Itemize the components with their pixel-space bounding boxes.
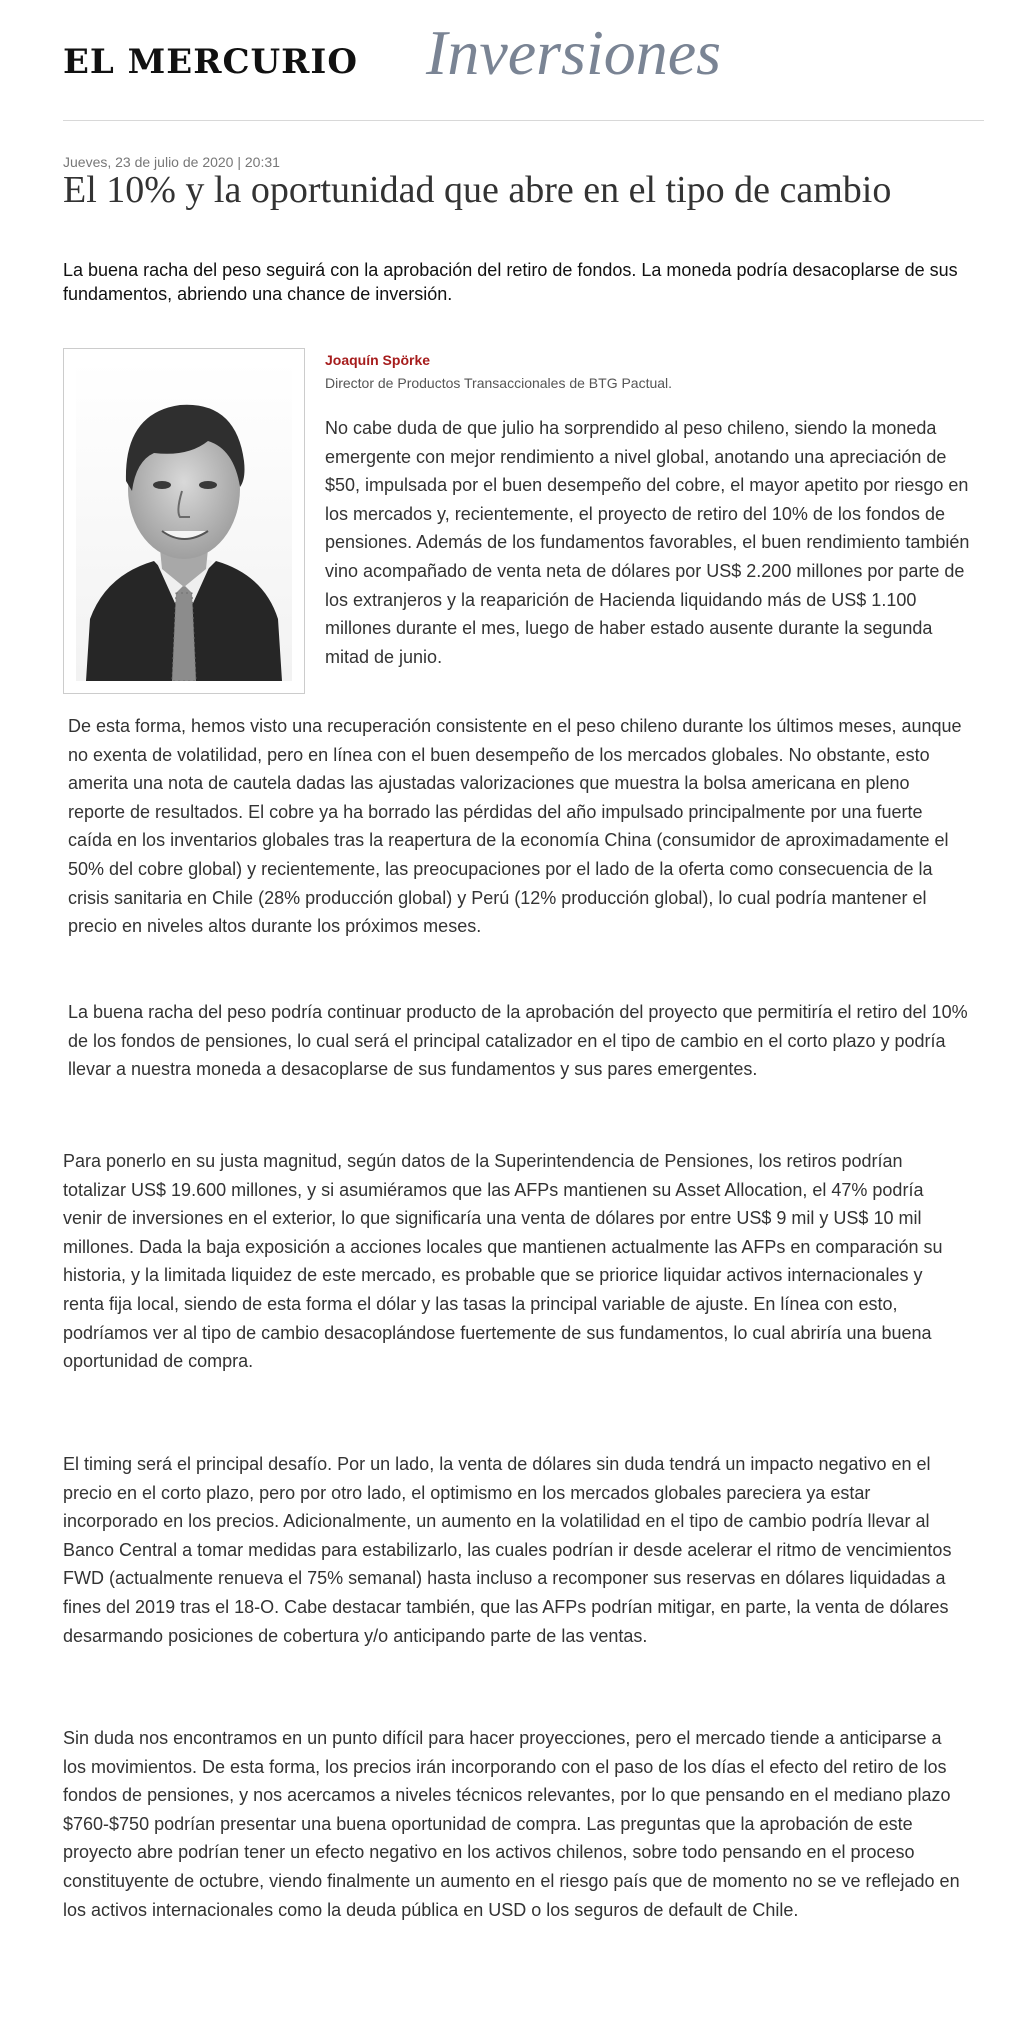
article-paragraph: No cabe duda de que julio ha sorprendido al peso chileno, siendo la moneda emergente con mejor rendimiento a nivel global, anotando una apreciación de $50, impulsada por el buen desempeño del cobre, el mayor apetito por riesgo en los mercados y, recientemente, el proyecto de retiro del 10% de los fondos de pensiones. Además de los fundamentos favorables, el buen rendimiento también vino acompañado de venta neta de dólares por US$ 2.200 millones por parte de los extranjeros y la reaparición de Hacienda liquidando más de US$ 1.100 millones durante el mes, luego de haber estado ausente durante la segunda mitad de junio.	[325, 418, 970, 667]
author-role: Director de Productos Transaccionales de BTG Pactual.	[325, 375, 673, 391]
article-title: El 10% y la oportunidad que abre en el tipo de cambio	[63, 169, 892, 211]
masthead-bar	[63, 18, 983, 88]
author-photo	[63, 348, 305, 694]
article-paragraph: La buena racha del peso podría continuar producto de la aprobación del proyecto que permitiría el retiro del 10% de los fondos de pensiones, lo cual será el principal catalizador en el tipo de cambio en el corto plazo y podría llevar a nuestra moneda a desacoplarse de sus fundamentos y sus pares emergentes.	[68, 1002, 968, 1080]
article-paragraph: Sin duda nos encontramos en un punto difícil para hacer proyecciones, pero el mercado tiende a anticiparse a los movimientos. De esta forma, los precios irán incorporando con el paso de los días el efecto del retiro de los fondos de pensiones, y nos acercamos a niveles técnicos relevantes, por lo que pensando en el mediano plazo $760-$750 podrían presentar una buena oportunidad de compra. Las preguntas que la aprobación de este proyecto abre podrían tener un efecto negativo en los activos chilenos, sobre todo pensando en el proceso constituyente de octubre, viendo finalmente un aumento en el riesgo país que de momento no se ve reflejado en los activos internacionales como la deuda pública en USD o los seguros de default de Chile.	[63, 1728, 960, 1920]
author-portrait-image	[76, 361, 292, 681]
author-name: Joaquín Spörke	[325, 352, 431, 368]
article-paragraph: Para ponerlo en su justa magnitud, según datos de la Superintendencia de Pensiones, los retiros podrían totalizar US$ 19.600 millones, y si asumiéramos que las AFPs mantienen su Asset Allocation, el 47% podría venir de inversiones en el exterior, lo que significaría una venta de dólares por entre US$ 9 mil y US$ 10 mil millones. Dada la baja exposición a acciones locales que mantienen actualmente las AFPs en comparación su historia, y la limitada liquidez de este mercado, es probable que se priorice liquidar activos internacionales y renta fija local, siendo de esta forma el dólar y las tasas la principal variable de ajuste. En línea con esto, podríamos ver al tipo de cambio desacoplándose fuertemente de sus fundamentos, lo cual abriría una buena oportunidad de compra.	[63, 1151, 943, 1372]
section-title[interactable]: Inversiones	[426, 17, 722, 88]
article-paragraph: El timing será el principal desafío. Por un lado, la venta de dólares sin duda tendrá un impacto negativo en el precio en el corto plazo, pero por otro lado, el optimismo en los mercados globales pareciera ya estar incorporado en los precios. Adicionalmente, un aumento en la volatilidad en el tipo de cambio podría llevar al Banco Central a tomar medidas para estabilizarlo, las cuales podrían ir desde acelerar el ritmo de vencimientos FWD (actualmente renueva el 75% semanal) hasta incluso a recomponer sus reservas en dólares liquidadas a fines del 2019 tras el 18-O. Cabe destacar también, que las AFPs podrían mitigar, en parte, la venta de dólares desarmando posiciones de cobertura y/o anticipando parte de las ventas.	[63, 1454, 952, 1646]
article-dateline: Jueves, 23 de julio de 2020 | 20:31	[63, 154, 280, 170]
masthead-divider	[63, 120, 984, 121]
brand-logo[interactable]: EL MERCURIO	[63, 42, 358, 82]
article-paragraph: De esta forma, hemos visto una recuperación consistente en el peso chileno durante los últimos meses, aunque no exenta de volatilidad, pero en línea con el buen desempeño de los mercados globales. No obstante, esto amerita una nota de cautela dadas las ajustadas valorizaciones que muestra la bolsa americana en pleno reporte de resultados. El cobre ya ha borrado las pérdidas del año impulsado principalmente por una fuerte caída en los inventarios globales tras la reapertura de la economía China (consumidor de aproximadamente el 50% del cobre global) y recientemente, las preocupaciones por el lado de la oferta como consecuencia de la crisis sanitaria en Chile (28% producción global) y Perú (12% producción global), lo cual podría mantener el precio en niveles altos durante los próximos meses.	[68, 716, 962, 937]
article-lead: La buena racha del peso seguirá con la aprobación del retiro de fondos. La moneda podría desacoplarse de sus fundamentos, abriendo una chance de inversión.	[63, 260, 958, 304]
